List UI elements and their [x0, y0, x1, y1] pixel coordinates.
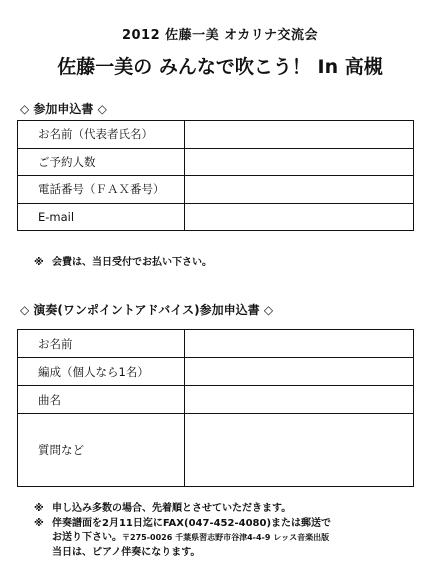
- mailing-address: 〒275-0026 千葉県習志野市谷津4-4-9 レッス音楽出版: [122, 533, 330, 542]
- footer-note-4: [34, 546, 331, 561]
- table-row: [18, 358, 414, 386]
- footer-note-3: [34, 531, 331, 546]
- ensemble-label: 編成（個人なら1名）: [18, 358, 185, 386]
- section2-heading: ◇ 演奏(ワンポイントアドバイス)参加申込書 ◇: [20, 303, 274, 317]
- footer-note-3-text: お送り下さい。: [52, 532, 122, 543]
- song-title-field[interactable]: [185, 386, 414, 414]
- email-field[interactable]: [185, 203, 414, 231]
- footer-note-1-text: 申し込み多数の場合、先着順とさせていただきます。: [52, 503, 292, 514]
- note-mark: ※: [34, 257, 44, 268]
- footer-note-2-text: 伴奏譜面を2月11日迄にFAX(047-452-4080)または郵送で: [52, 517, 332, 529]
- table-row: [18, 203, 414, 231]
- performer-name-label: お名前: [18, 330, 185, 358]
- ensemble-field[interactable]: [185, 358, 414, 386]
- questions-field[interactable]: [185, 414, 414, 487]
- registration-form-table: [17, 120, 414, 231]
- footer-note-4-text: 当日は、ピアノ伴奏になります。: [52, 546, 201, 558]
- footer-note-1: [34, 502, 331, 517]
- performance-form-table: [17, 329, 414, 487]
- note-mark: ※: [34, 517, 44, 529]
- name-label: お名前（代表者氏名）: [18, 121, 185, 149]
- table-row: [18, 176, 414, 204]
- phone-field[interactable]: [185, 176, 414, 204]
- headcount-label: ご予約人数: [18, 148, 185, 176]
- table-row: [18, 148, 414, 176]
- phone-label: 電話番号（ＦＡＸ番号）: [18, 176, 185, 204]
- name-field[interactable]: [185, 121, 414, 149]
- footer-notes: [34, 502, 331, 560]
- fee-note-text: 会費は、当日受付でお払い下さい。: [52, 257, 212, 268]
- event-subtitle: 2012 佐藤一美 オカリナ交流会: [121, 28, 319, 43]
- questions-label: 質問など: [18, 414, 185, 487]
- table-row: [18, 386, 414, 414]
- fee-note: [34, 253, 212, 268]
- song-title-label: 曲名: [18, 386, 185, 414]
- table-row: [18, 414, 414, 487]
- note-mark: ※: [34, 503, 44, 514]
- performer-name-field[interactable]: [185, 330, 414, 358]
- section1-heading: ◇ 参加申込書 ◇: [20, 102, 107, 116]
- table-row: [18, 121, 414, 149]
- footer-note-2: [34, 517, 331, 532]
- headcount-field[interactable]: [185, 148, 414, 176]
- page-title: 佐藤一美の みんなで吹こう！ In 高槻: [57, 56, 383, 78]
- email-label: E-mail: [18, 203, 185, 231]
- table-row: [18, 330, 414, 358]
